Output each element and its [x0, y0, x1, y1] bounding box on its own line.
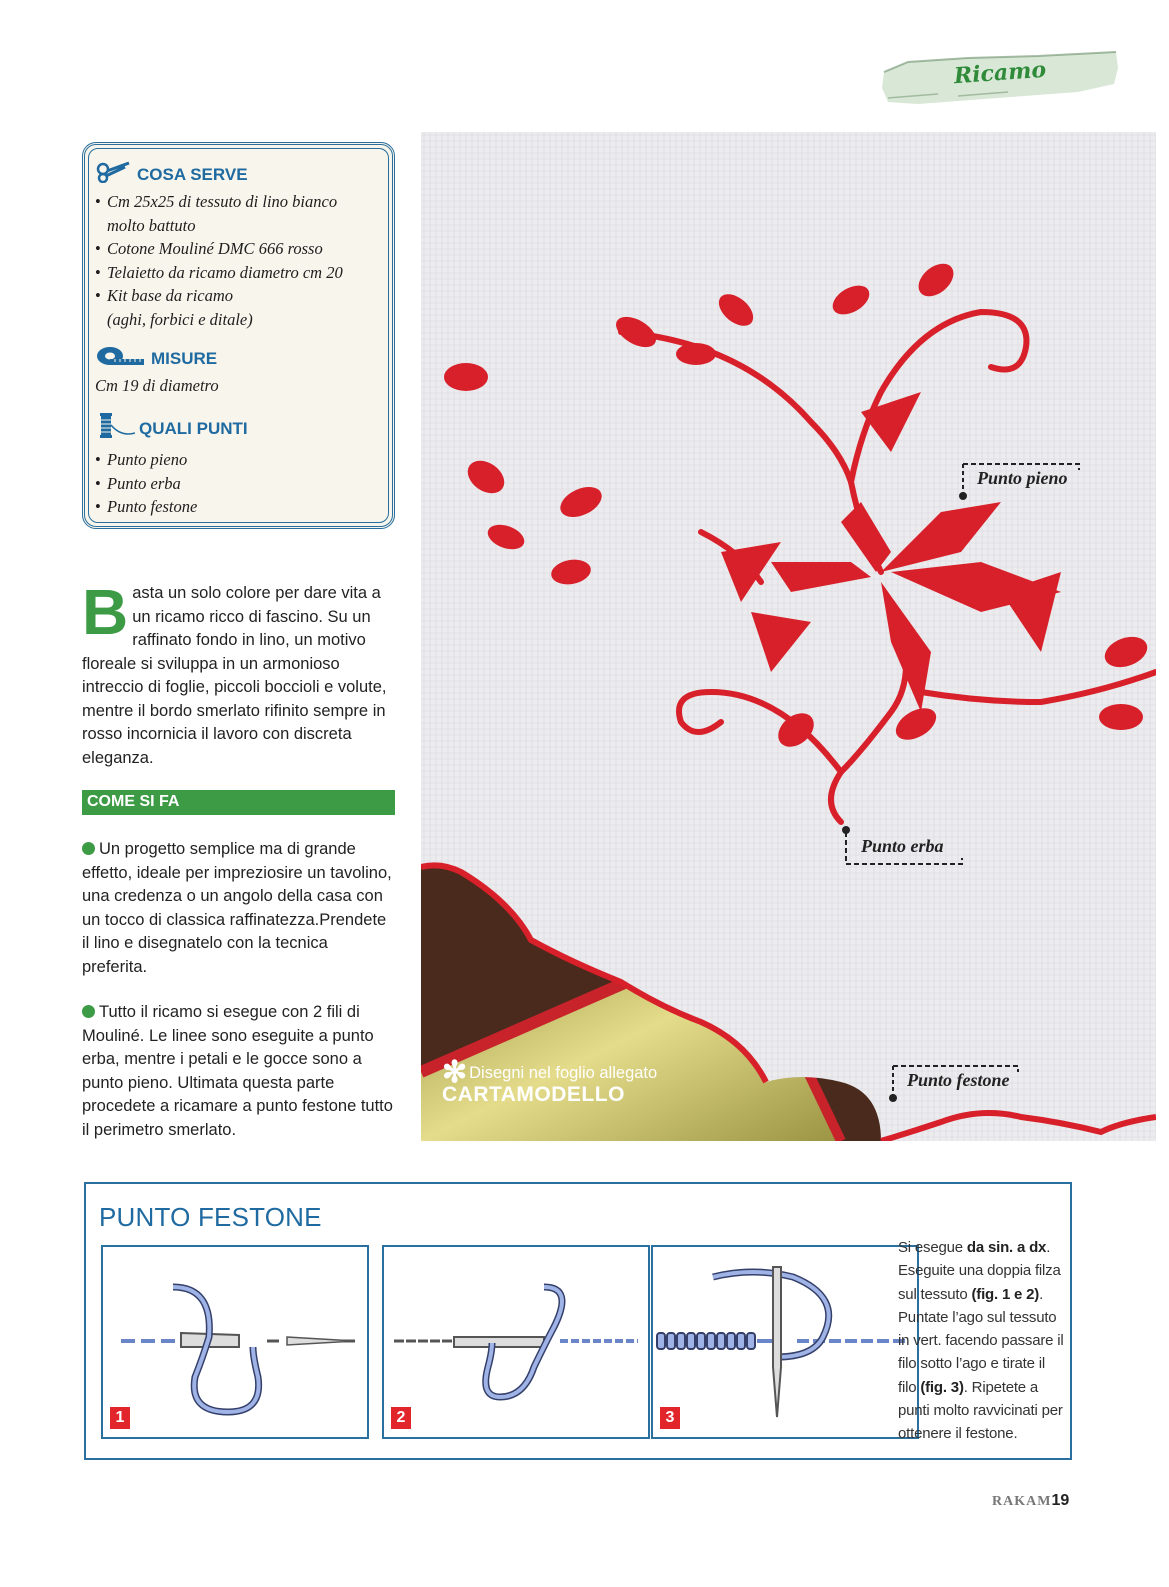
come-si-fa-heading: COME SI FA — [82, 790, 395, 815]
scissors-icon — [95, 161, 133, 188]
intro-paragraph: B asta un solo colore per dare vita a un ricamo ricco di fascino. Su un raffinato fondo in lino, un motivo floreale si sviluppa in un armonioso intreccio di foglie, piccoli boccioli e volute, mentre il bordo smerlato rifinito sempre in rosso incornicia il lavoro con discreta eleganza. — [82, 576, 387, 767]
list-item: • Telaietto da ricamo diametro cm 20 — [95, 262, 343, 282]
cartamodello-note: ✻ Disegni nel foglio allegato CARTAMODELLO — [442, 1056, 658, 1106]
callout-punto-pieno: Punto pieno — [977, 468, 1068, 488]
cosa-serve-list — [95, 190, 382, 331]
punto-festone-title: PUNTO FESTONE — [99, 1202, 322, 1232]
quali-punti-heading: QUALI PUNTI — [95, 411, 382, 446]
drop-cap: B — [82, 576, 129, 648]
section-tag — [878, 48, 1122, 108]
thread-spool-icon — [95, 411, 135, 446]
list-item: • Cm 25x25 di tessuto di lino bianco molto battuto — [95, 192, 338, 235]
tape-measure-icon — [95, 345, 147, 372]
stitch-diagram-2-icon — [384, 1247, 648, 1437]
stitch-diagram-3-icon — [653, 1247, 917, 1437]
embroidery-photo — [421, 132, 1156, 1141]
bullet-dot-icon — [82, 842, 95, 855]
page-number: 19 — [1051, 1492, 1070, 1509]
bullet-dot-icon — [82, 1005, 95, 1018]
figure-number-3: 3 — [660, 1407, 680, 1429]
step-2: Tutto il ricamo si esegue con 2 fili di Mouliné. Le linee sono eseguite a punto erba, mentre i petali e le gocce sono a punto pieno. Ultimata questa parte procedete a ricamare a punto festone tutto il perimetro smerlato. — [82, 1003, 393, 1139]
figure-1 — [101, 1245, 369, 1439]
punto-festone-box — [84, 1182, 1072, 1460]
callout-punto-erba: Punto erba — [861, 836, 944, 856]
list-item: • Punto erba — [95, 473, 181, 493]
magazine-name: RAKAM — [992, 1494, 1052, 1509]
figure-number-2: 2 — [391, 1407, 411, 1429]
quali-punti-list — [95, 448, 382, 519]
misure-text: Cm 19 di diametro — [95, 376, 219, 395]
callout-punto-festone: Punto festone — [907, 1070, 1010, 1090]
page-folio — [992, 1492, 1069, 1510]
list-item: • Punto pieno — [95, 450, 188, 469]
step-1: Un progetto semplice ma di grande effetto, ideale per impreziosire un tavolino, una credenza o un angolo della casa con un tocco di classica raffinatezza.Prendete il lino e disegnatelo con la tecnica preferita. — [82, 840, 392, 976]
list-item: • Cotone Mouliné DMC 666 rosso — [95, 239, 323, 258]
figure-number-1: 1 — [110, 1407, 130, 1429]
stitch-diagram-1-icon — [103, 1247, 367, 1437]
asterisk-icon: ✻ — [442, 1056, 468, 1089]
list-item: • Kit base da ricamo (aghi, forbici e ditale) — [95, 286, 253, 329]
list-item: • Punto festone — [95, 497, 198, 516]
misure-heading: MISURE — [95, 345, 382, 372]
cosa-serve-heading: COSA SERVE — [95, 161, 382, 188]
section-tag-label: Ricamo — [953, 56, 1047, 90]
figure-3 — [651, 1245, 919, 1439]
figure-2 — [382, 1245, 650, 1439]
materials-box — [82, 142, 395, 529]
punto-festone-instructions: Si esegue da sin. a dx. Eseguite una doppia filza sul tessuto (fig. 1 e 2). Puntate l’ago sul tessuto in vert. facendo passare il filo sotto l’ago e tirate il filo (fig. 3). Ripetete a punti molto ravvicinati per ottenere il festone. — [898, 1239, 1064, 1443]
